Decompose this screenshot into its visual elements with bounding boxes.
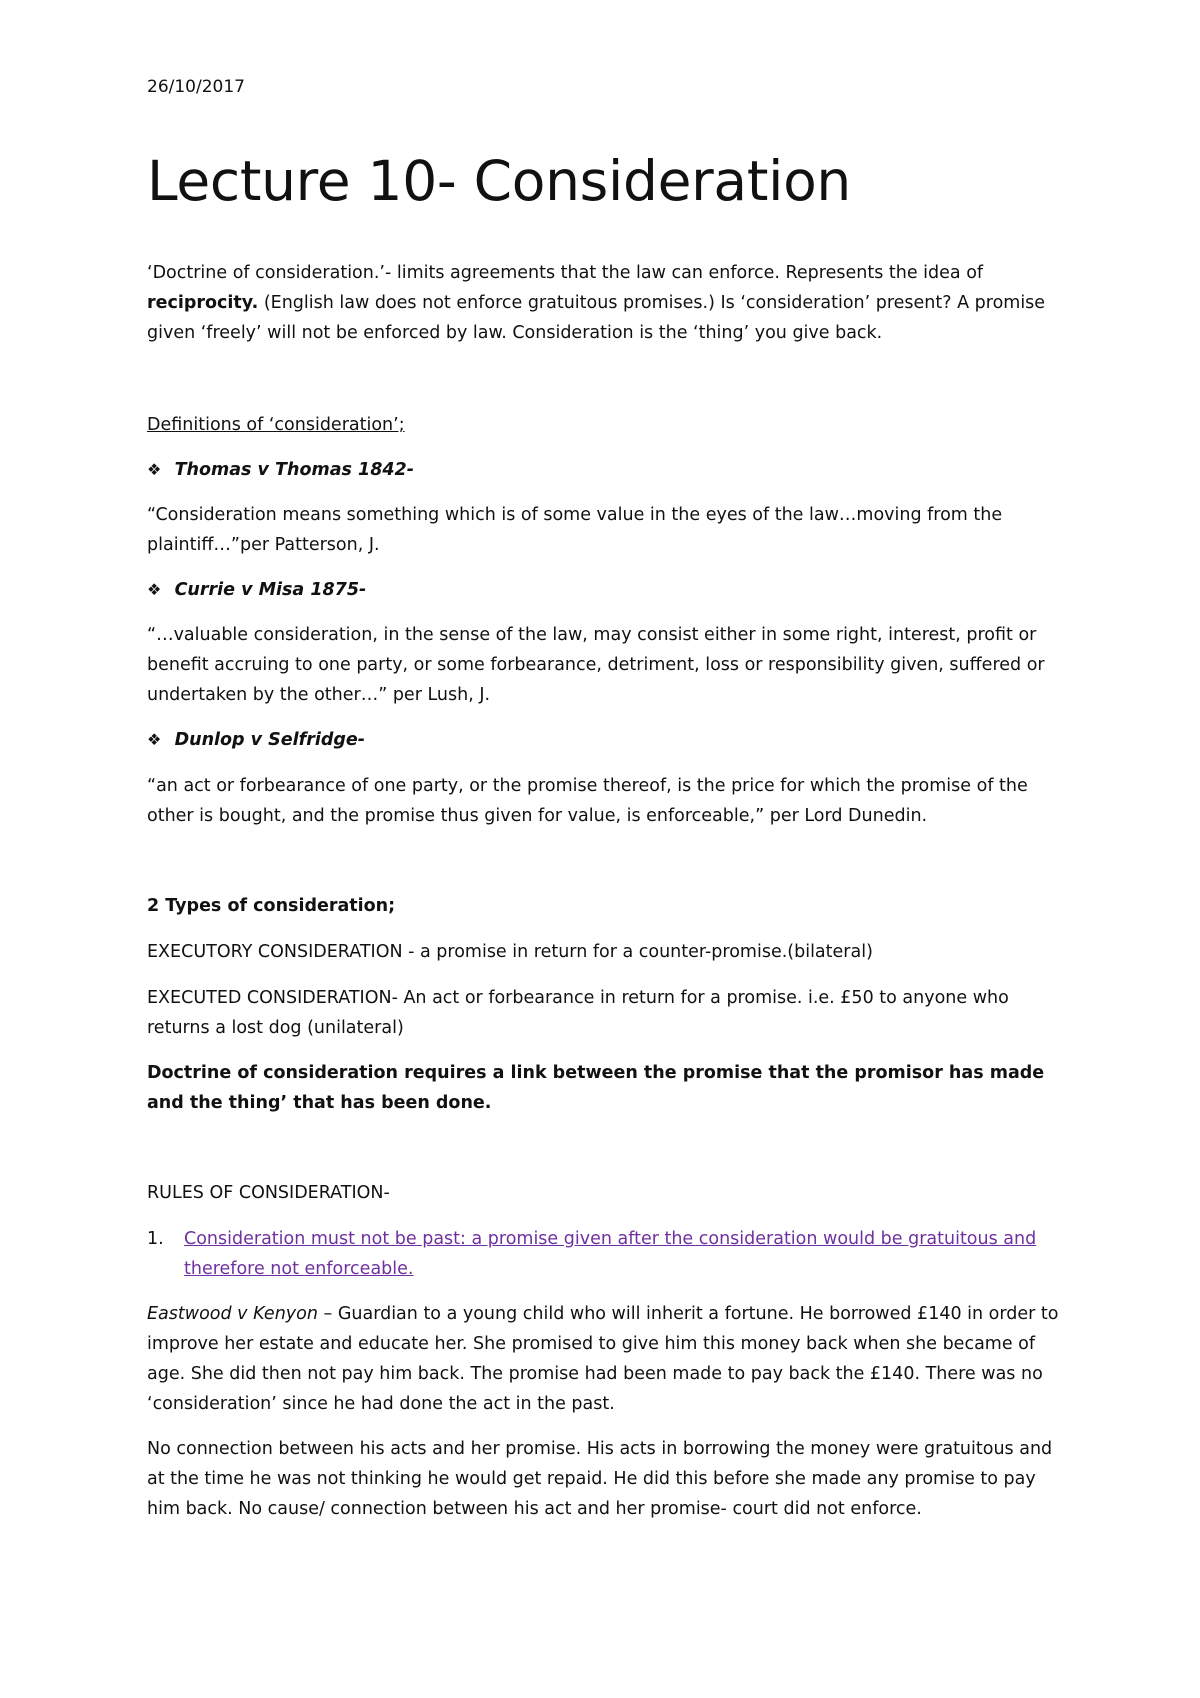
case-name: Thomas v Thomas 1842- <box>174 460 414 480</box>
types-heading: 2 Types of consideration; <box>147 896 396 916</box>
document-date: 26/10/2017 <box>147 77 245 97</box>
eastwood-case-name: Eastwood v Kenyon <box>147 1304 318 1324</box>
eastwood-text: – Guardian to a young child who will inherit a fortune. He borrowed £140 in order to improve her estate and educate her. She promised to give him this money back when she became of age. She did then not pay him back. The promise had been made to pay back the £140. There was no ‘consideration’ since he had done the act in the past. <box>147 1304 1059 1414</box>
case-name: Dunlop v Selfridge- <box>174 730 366 750</box>
page-title: Lecture 10- Consideration <box>147 149 851 213</box>
case-quote: “Consideration means something which is of some value in the eyes of the law…moving from the plaintiff…”per Patterson, J. <box>147 505 1003 555</box>
diamond-bullet-icon: ❖ <box>147 730 162 749</box>
intro-text-1: ‘Doctrine of consideration.’- limits agreements that the law can enforce. Represents the idea of <box>147 263 984 283</box>
doctrine-statement: Doctrine of consideration requires a link between the promise that the promisor has made and the thing’ that has been done. <box>147 1063 1045 1113</box>
rule-1-link[interactable]: Consideration must not be past: a promise given after the consideration would be gratuitous and therefore not enforceable. <box>184 1229 1037 1279</box>
rules-heading: RULES OF CONSIDERATION- <box>147 1183 390 1203</box>
case-name: Currie v Misa 1875- <box>174 580 367 600</box>
case-bullet <box>147 575 1047 605</box>
diamond-bullet-icon: ❖ <box>147 580 162 599</box>
rule-number: 1. <box>147 1229 164 1249</box>
diamond-bullet-icon: ❖ <box>147 460 162 479</box>
reciprocity-term: reciprocity. <box>147 293 259 313</box>
intro-paragraph <box>147 258 1067 348</box>
definitions-heading: Definitions of ‘consideration’; <box>147 415 405 435</box>
executed-consideration: EXECUTED CONSIDERATION- An act or forbearance in return for a promise. i.e. £50 to anyone who returns a lost dog (unilateral) <box>147 988 1009 1038</box>
connection-paragraph: No connection between his acts and her promise. His acts in borrowing the money were gratuitous and at the time he was not thinking he would get repaid. He did this before she made any promise to pay him back. No cause/ connection between his act and her promise- court did not enforce. <box>147 1439 1053 1519</box>
case-quote: “an act or forbearance of one party, or the promise thereof, is the price for which the promise of the other is bought, and the promise thus given for value, is enforceable,” per Lord Dunedin. <box>147 776 1028 826</box>
case-quote: “…valuable consideration, in the sense of the law, may consist either in some right, interest, profit or benefit accruing to one party, or some forbearance, detriment, loss or responsibility given, suffered or undertaken by the other…” per Lush, J. <box>147 625 1045 705</box>
intro-text-2: (English law does not enforce gratuitous promises.) Is ‘consideration’ present? A promise given ‘freely’ will not be enforced by law. Consideration is the ‘thing’ you give back. <box>147 293 1046 343</box>
executory-consideration: EXECUTORY CONSIDERATION - a promise in return for a counter-promise.(bilateral) <box>147 942 873 962</box>
case-bullet <box>147 725 1047 755</box>
case-bullet <box>147 455 1047 485</box>
eastwood-paragraph <box>147 1299 1067 1419</box>
